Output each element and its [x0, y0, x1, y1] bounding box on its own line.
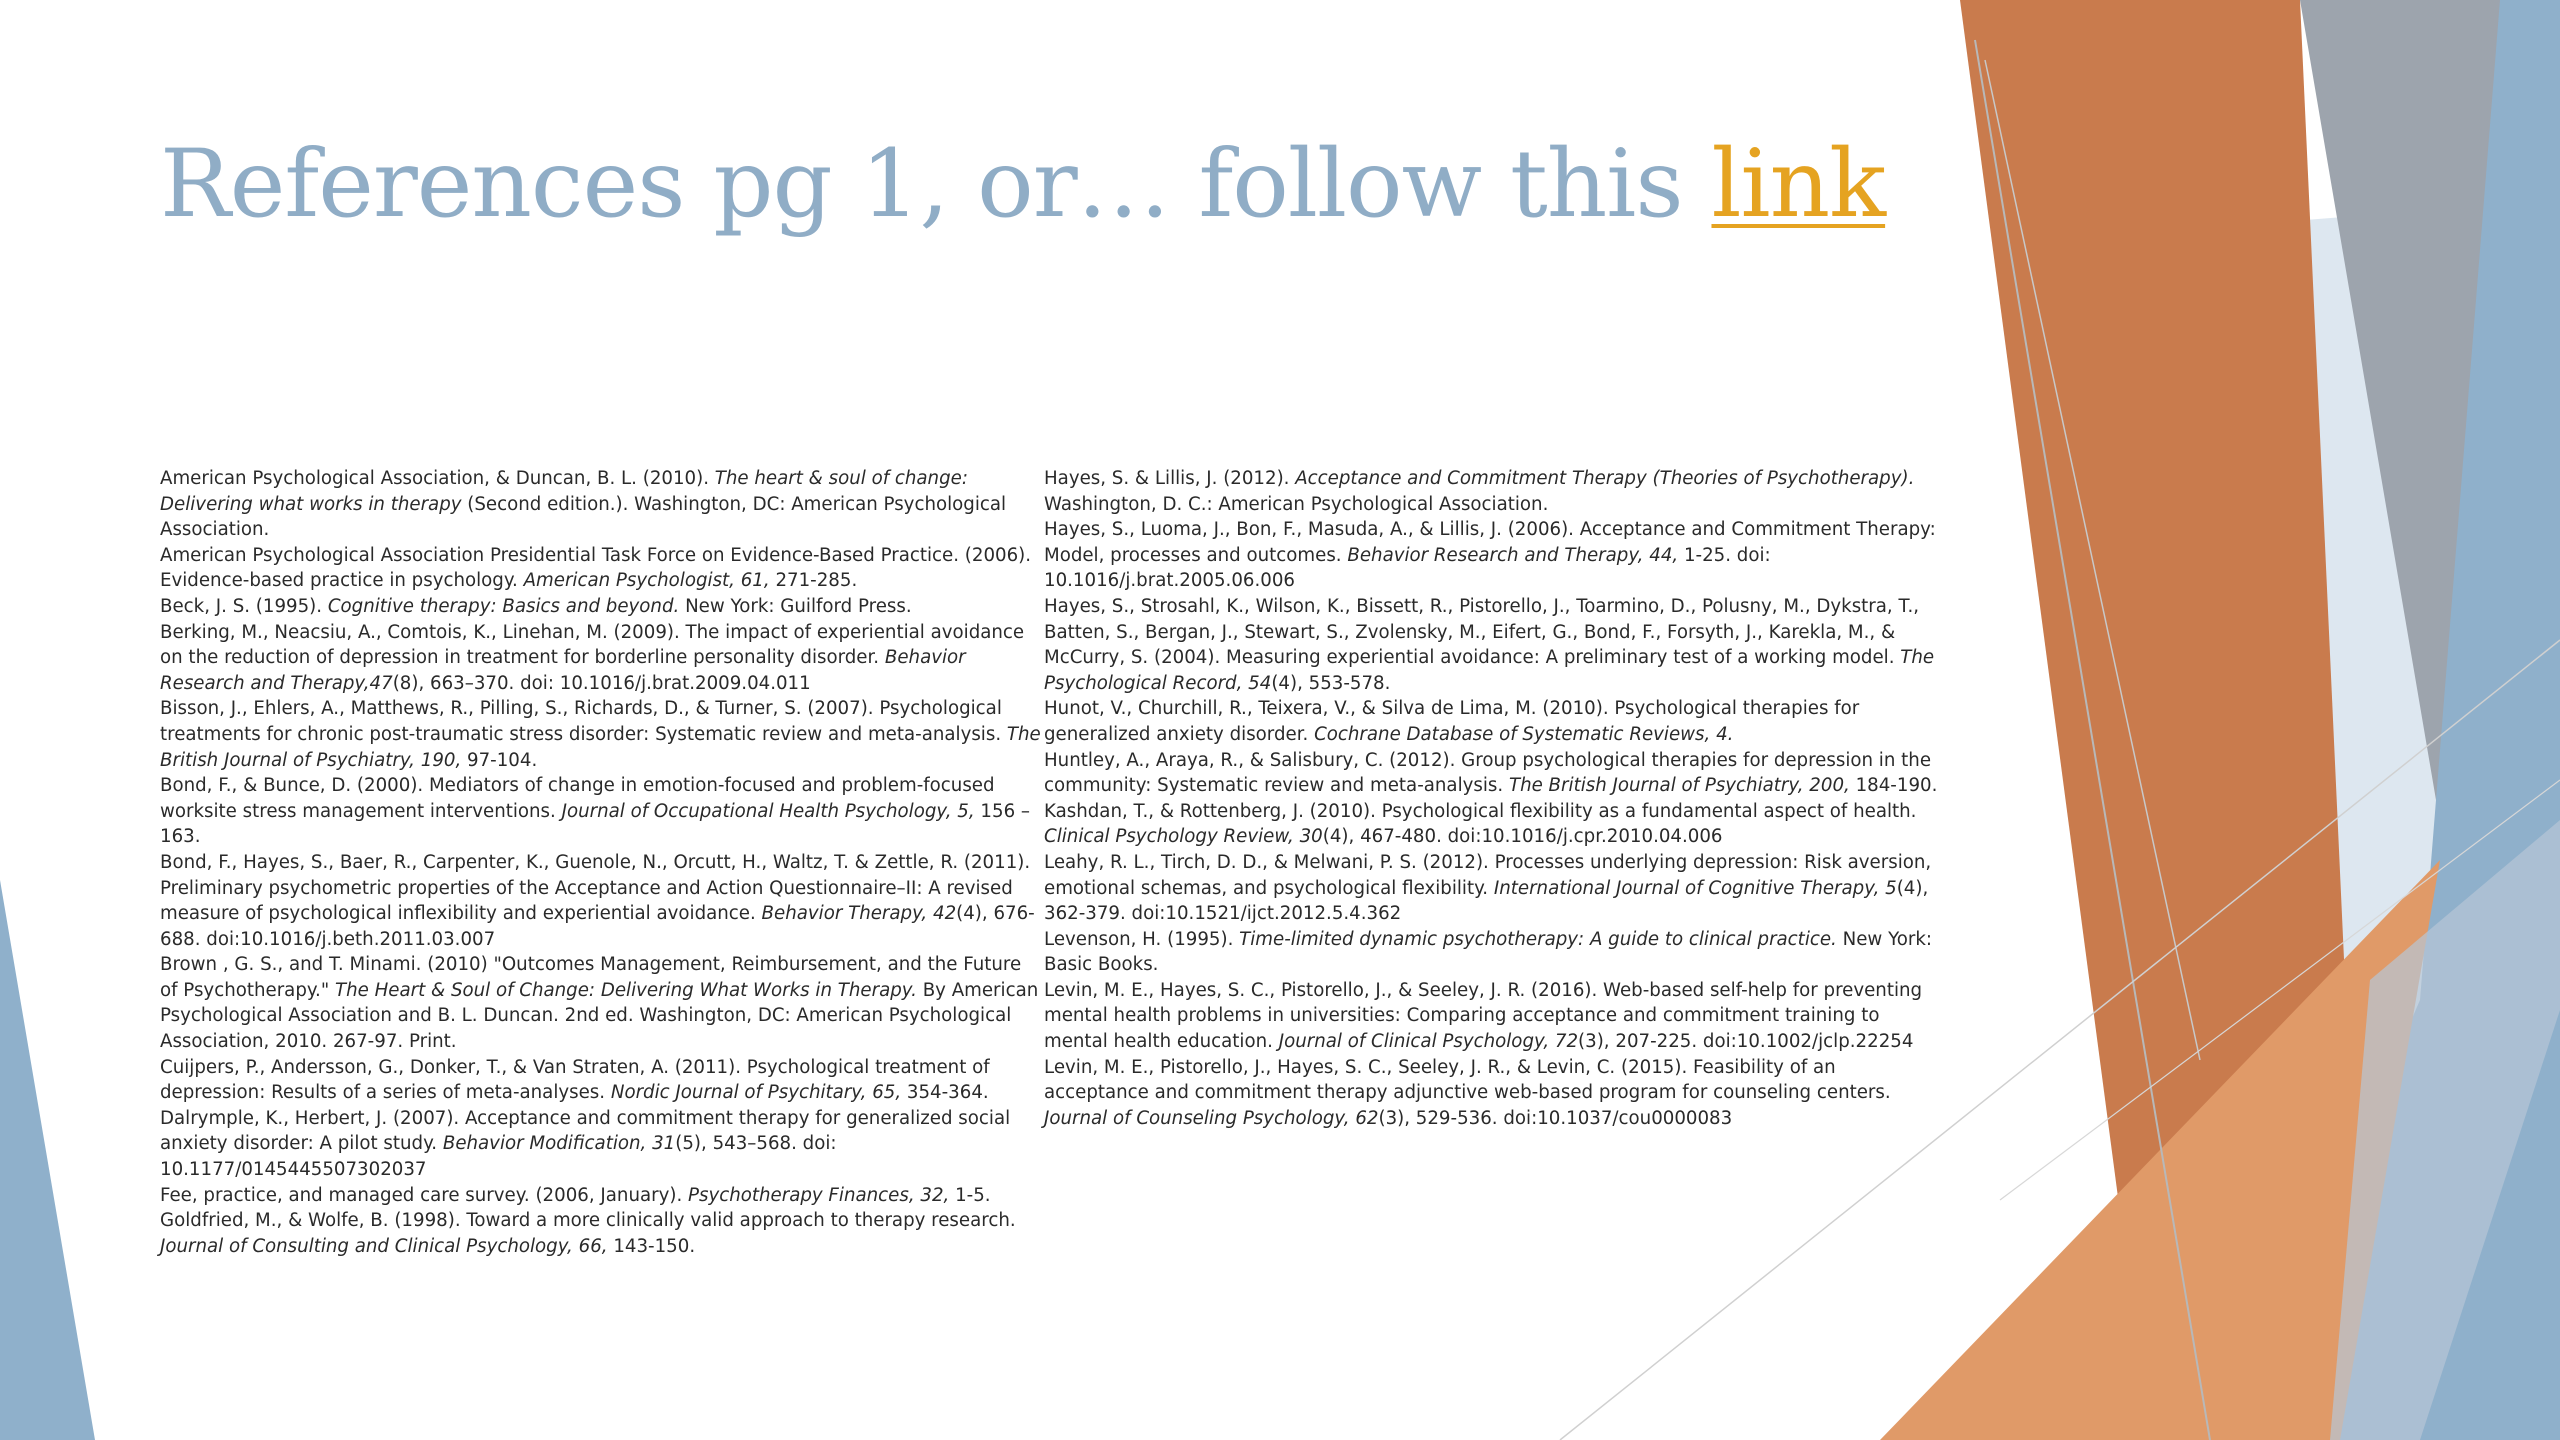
reference-text: Goldfried, M., & Wolfe, B. (1998). Toward a more clinically valid approach to therapy research. [160, 1210, 1016, 1232]
reference-entry [160, 543, 1042, 594]
reference-text: Hunot, V., Churchill, R., Teixera, V., & Silva de Lima, M. (2010). Psychological therapies for generalized anxiety disorder. [1044, 698, 1860, 745]
reference-entry [160, 850, 1042, 952]
reference-text: Bond, F., & Bunce, D. (2000). Mediators of change in emotion-focused and problem-focused worksite stress management interventions. [160, 775, 995, 822]
reference-text: (3), 207-225. doi:10.1002/jclp.22254 [1578, 1031, 1914, 1053]
page-title [160, 130, 1885, 239]
reference-entry [1044, 799, 1944, 850]
reference-text: Bisson, J., Ehlers, A., Matthews, R., Pilling, S., Richards, D., & Turner, S. (2007). Psychological treatments for chronic post-traumatic stress disorder: Systematic review and meta-analysis. [160, 698, 1007, 745]
reference-source: Acceptance and Commitment Therapy (Theories of Psychotherapy). [1295, 468, 1915, 489]
reference-source: The British Journal of Psychiatry, 200, [1508, 775, 1850, 797]
reference-entry [1044, 1055, 1944, 1132]
references-column-left [160, 466, 1042, 1259]
reference-text: 143-150. [607, 1235, 696, 1257]
reference-source: Journal of Counseling Psychology, 62 [1044, 1107, 1379, 1129]
reference-entry [1044, 594, 1944, 696]
reference-text: Hayes, S., Strosahl, K., Wilson, K., Bissett, R., Pistorello, J., Toarmino, D., Polusny, M., Dykstra, T., Batten, S., Bergan, J., Stewart, S., Zvolensky, M., Eifert, G., Bond, F., Forsyth, J., Karekla, M., & McCurry, S. (2004). Measuring experiential avoidance: A preliminary test of a working model. [1044, 595, 1920, 669]
reference-text: Cuijpers, P., Andersson, G., Donker, T., & Van Straten, A. (2011). Psychological treatment of depression: Results of a series of meta-analyses. [160, 1056, 990, 1104]
reference-entry [1044, 466, 1944, 517]
reference-text: Levin, M. E., Pistorello, J., Hayes, S. C., Seeley, J. R., & Levin, C. (2015). Feasibility of an acceptance and commitment therapy adjunctive web-based program for counseling centers. [1044, 1056, 1891, 1104]
reference-source: International Journal of Cognitive Therapy, 5 [1493, 877, 1897, 899]
reference-entry [160, 773, 1042, 850]
reference-entry [1044, 748, 1944, 799]
reference-text: 97-104. [461, 749, 538, 771]
reference-text: Huntley, A., Araya, R., & Salisbury, C. (2012). Group psychological therapies for depression in the community: Systematic review and meta-analysis. [1044, 749, 1932, 797]
reference-text: Levenson, H. (1995). [1044, 928, 1240, 950]
reference-text: 1-5. [949, 1184, 991, 1206]
reference-entry [160, 1106, 1042, 1183]
reference-source: American Psychologist, 61, [523, 570, 770, 592]
reference-text: 1-25. doi: 10.1016/j.brat.2005.06.006 [1044, 544, 1771, 592]
reference-text: (3), 529-536. doi:10.1037/cou0000083 [1378, 1107, 1733, 1129]
reference-text: Kashdan, T., & Rottenberg, J. (2010). Psychological flexibility as a fundamental aspect of health. [1044, 800, 1917, 822]
reference-source: The British Journal of Psychiatry, 190, [160, 723, 1041, 771]
reference-text: Fee, practice, and managed care survey. (2006, January). [160, 1184, 689, 1206]
reference-source: Journal of Occupational Health Psychology, 5, [561, 800, 975, 822]
reference-source: Cognitive therapy: Basics and beyond. [327, 595, 680, 617]
reference-text: Berking, M., Neacsiu, A., Comtois, K., Linehan, M. (2009). The impact of experiential avoidance on the reduction of depression in treatment for borderline personality disorder. [160, 621, 1025, 669]
left-blue-accent-shape [0, 880, 95, 1440]
reference-entry [160, 952, 1042, 1054]
reference-text: (5), 543–568. doi: 10.1177/0145445507302037 [160, 1133, 837, 1181]
reference-text: 271-285. [769, 570, 858, 592]
reference-text: Dalrymple, K., Herbert, J. (2007). Acceptance and commitment therapy for generalized social anxiety disorder: A pilot study. [160, 1107, 1011, 1155]
reference-entry [160, 1208, 1042, 1259]
references-column-right [1044, 466, 1944, 1131]
reference-source: Behavior Research and Therapy, 44, [1347, 544, 1679, 566]
reference-entry [160, 1183, 1042, 1209]
reference-entry [160, 1055, 1042, 1106]
reference-entry [1044, 978, 1944, 1055]
reference-source: Behavior Research and Therapy,47 [160, 647, 966, 694]
reference-text: (4), 553-578. [1271, 672, 1391, 694]
reference-entry [1044, 696, 1944, 747]
reference-entry [1044, 927, 1944, 978]
reference-text: Beck, J. S. (1995). [160, 595, 328, 617]
reference-text: Washington, D. C.: American Psychological Association. [1044, 493, 1549, 515]
reference-text: Hayes, S., Luoma, J., Bon, F., Masuda, A., & Lillis, J. (2006). Acceptance and Commitment Therapy: Model, processes and outcomes. [1044, 519, 1936, 566]
reference-text: Levin, M. E., Hayes, S. C., Pistorello, J., & Seeley, J. R. (2016). Web-based self-help for preventing mental health problems in universities: Comparing acceptance and commitment training to mental health education. [1044, 979, 1923, 1053]
reference-source: Journal of Clinical Psychology, 72 [1278, 1031, 1579, 1053]
reference-text: American Psychological Association Presidential Task Force on Evidence-Based Practice. (2006). Evidence-based practice in psychology. [160, 544, 1032, 592]
reference-text: (8), 663–370. doi: 10.1016/j.brat.2009.04.011 [392, 672, 811, 694]
reference-text: Hayes, S. & Lillis, J. (2012). [1044, 468, 1296, 489]
reference-text: Bond, F., Hayes, S., Baer, R., Carpenter, K., Guenole, N., Orcutt, H., Waltz, T. & Zettle, R. (2011). Preliminary psychometric properties of the Acceptance and Action Questionnaire–II: A revised measure of psychological inflexibility and experiential avoidance. [160, 851, 1031, 925]
reference-source: Journal of Consulting and Clinical Psychology, 66, [160, 1235, 608, 1257]
reference-source: Behavior Modification, 31 [442, 1133, 676, 1155]
reference-text: American Psychological Association, & Duncan, B. L. (2010). [160, 468, 715, 489]
reference-text: (4), 362-379. doi:10.1521/ijct.2012.5.4.362 [1044, 877, 1929, 925]
reference-source: Psychotherapy Finances, 32, [688, 1184, 950, 1206]
reference-text: 156 – 163. [160, 800, 1031, 848]
reference-text: New York: Guilford Press. [679, 595, 912, 617]
reference-source: Cochrane Database of Systematic Reviews, 4. [1314, 723, 1734, 745]
reference-source: The heart & soul of change: Delivering what works in therapy [160, 468, 968, 515]
reference-source: Behavior Therapy, 42 [761, 903, 957, 925]
reference-text: (4), 676-688. doi:10.1016/j.beth.2011.03.007 [160, 903, 1035, 950]
reference-text: (Second edition.). Washington, DC: American Psychological Association. [160, 493, 1007, 541]
reference-entry [160, 594, 1042, 620]
title-text: References pg 1, or… follow this [160, 130, 1712, 239]
reference-source: The Heart & Soul of Change: Delivering What Works in Therapy. [334, 979, 917, 1001]
reference-entry [1044, 850, 1944, 927]
reference-source: The Psychological Record, 54 [1044, 647, 1935, 694]
reference-source: Time-limited dynamic psychotherapy: A guide to clinical practice. [1239, 928, 1837, 950]
reference-text: 184-190. [1849, 775, 1938, 797]
reference-source: Nordic Journal of Psychitary, 65, [610, 1082, 902, 1104]
reference-entry [160, 620, 1042, 697]
reference-entry [160, 696, 1042, 773]
reference-text: 354-364. [901, 1082, 989, 1104]
reference-entry [1044, 517, 1944, 594]
reference-text: Brown , G. S., and T. Minami. (2010) "Outcomes Management, Reimbursement, and the Future of Psychotherapy." [160, 954, 1022, 1001]
reference-text: (4), 467-480. doi:10.1016/j.cpr.2010.04.006 [1322, 826, 1723, 848]
reference-text: By American Psychological Association and B. L. Duncan. 2nd ed. Washington, DC: American Psychological Association, 2010. 267-97. Print. [160, 979, 1039, 1053]
reference-source: Clinical Psychology Review, 30 [1044, 826, 1323, 848]
reference-link[interactable]: link [1711, 130, 1886, 239]
reference-entry [160, 466, 1042, 543]
reference-text: Leahy, R. L., Tirch, D. D., & Melwani, P. S. (2012). Processes underlying depression: Risk aversion, emotional schemas, and psychological flexibility. [1044, 851, 1932, 899]
reference-text: New York: Basic Books. [1044, 928, 1933, 976]
